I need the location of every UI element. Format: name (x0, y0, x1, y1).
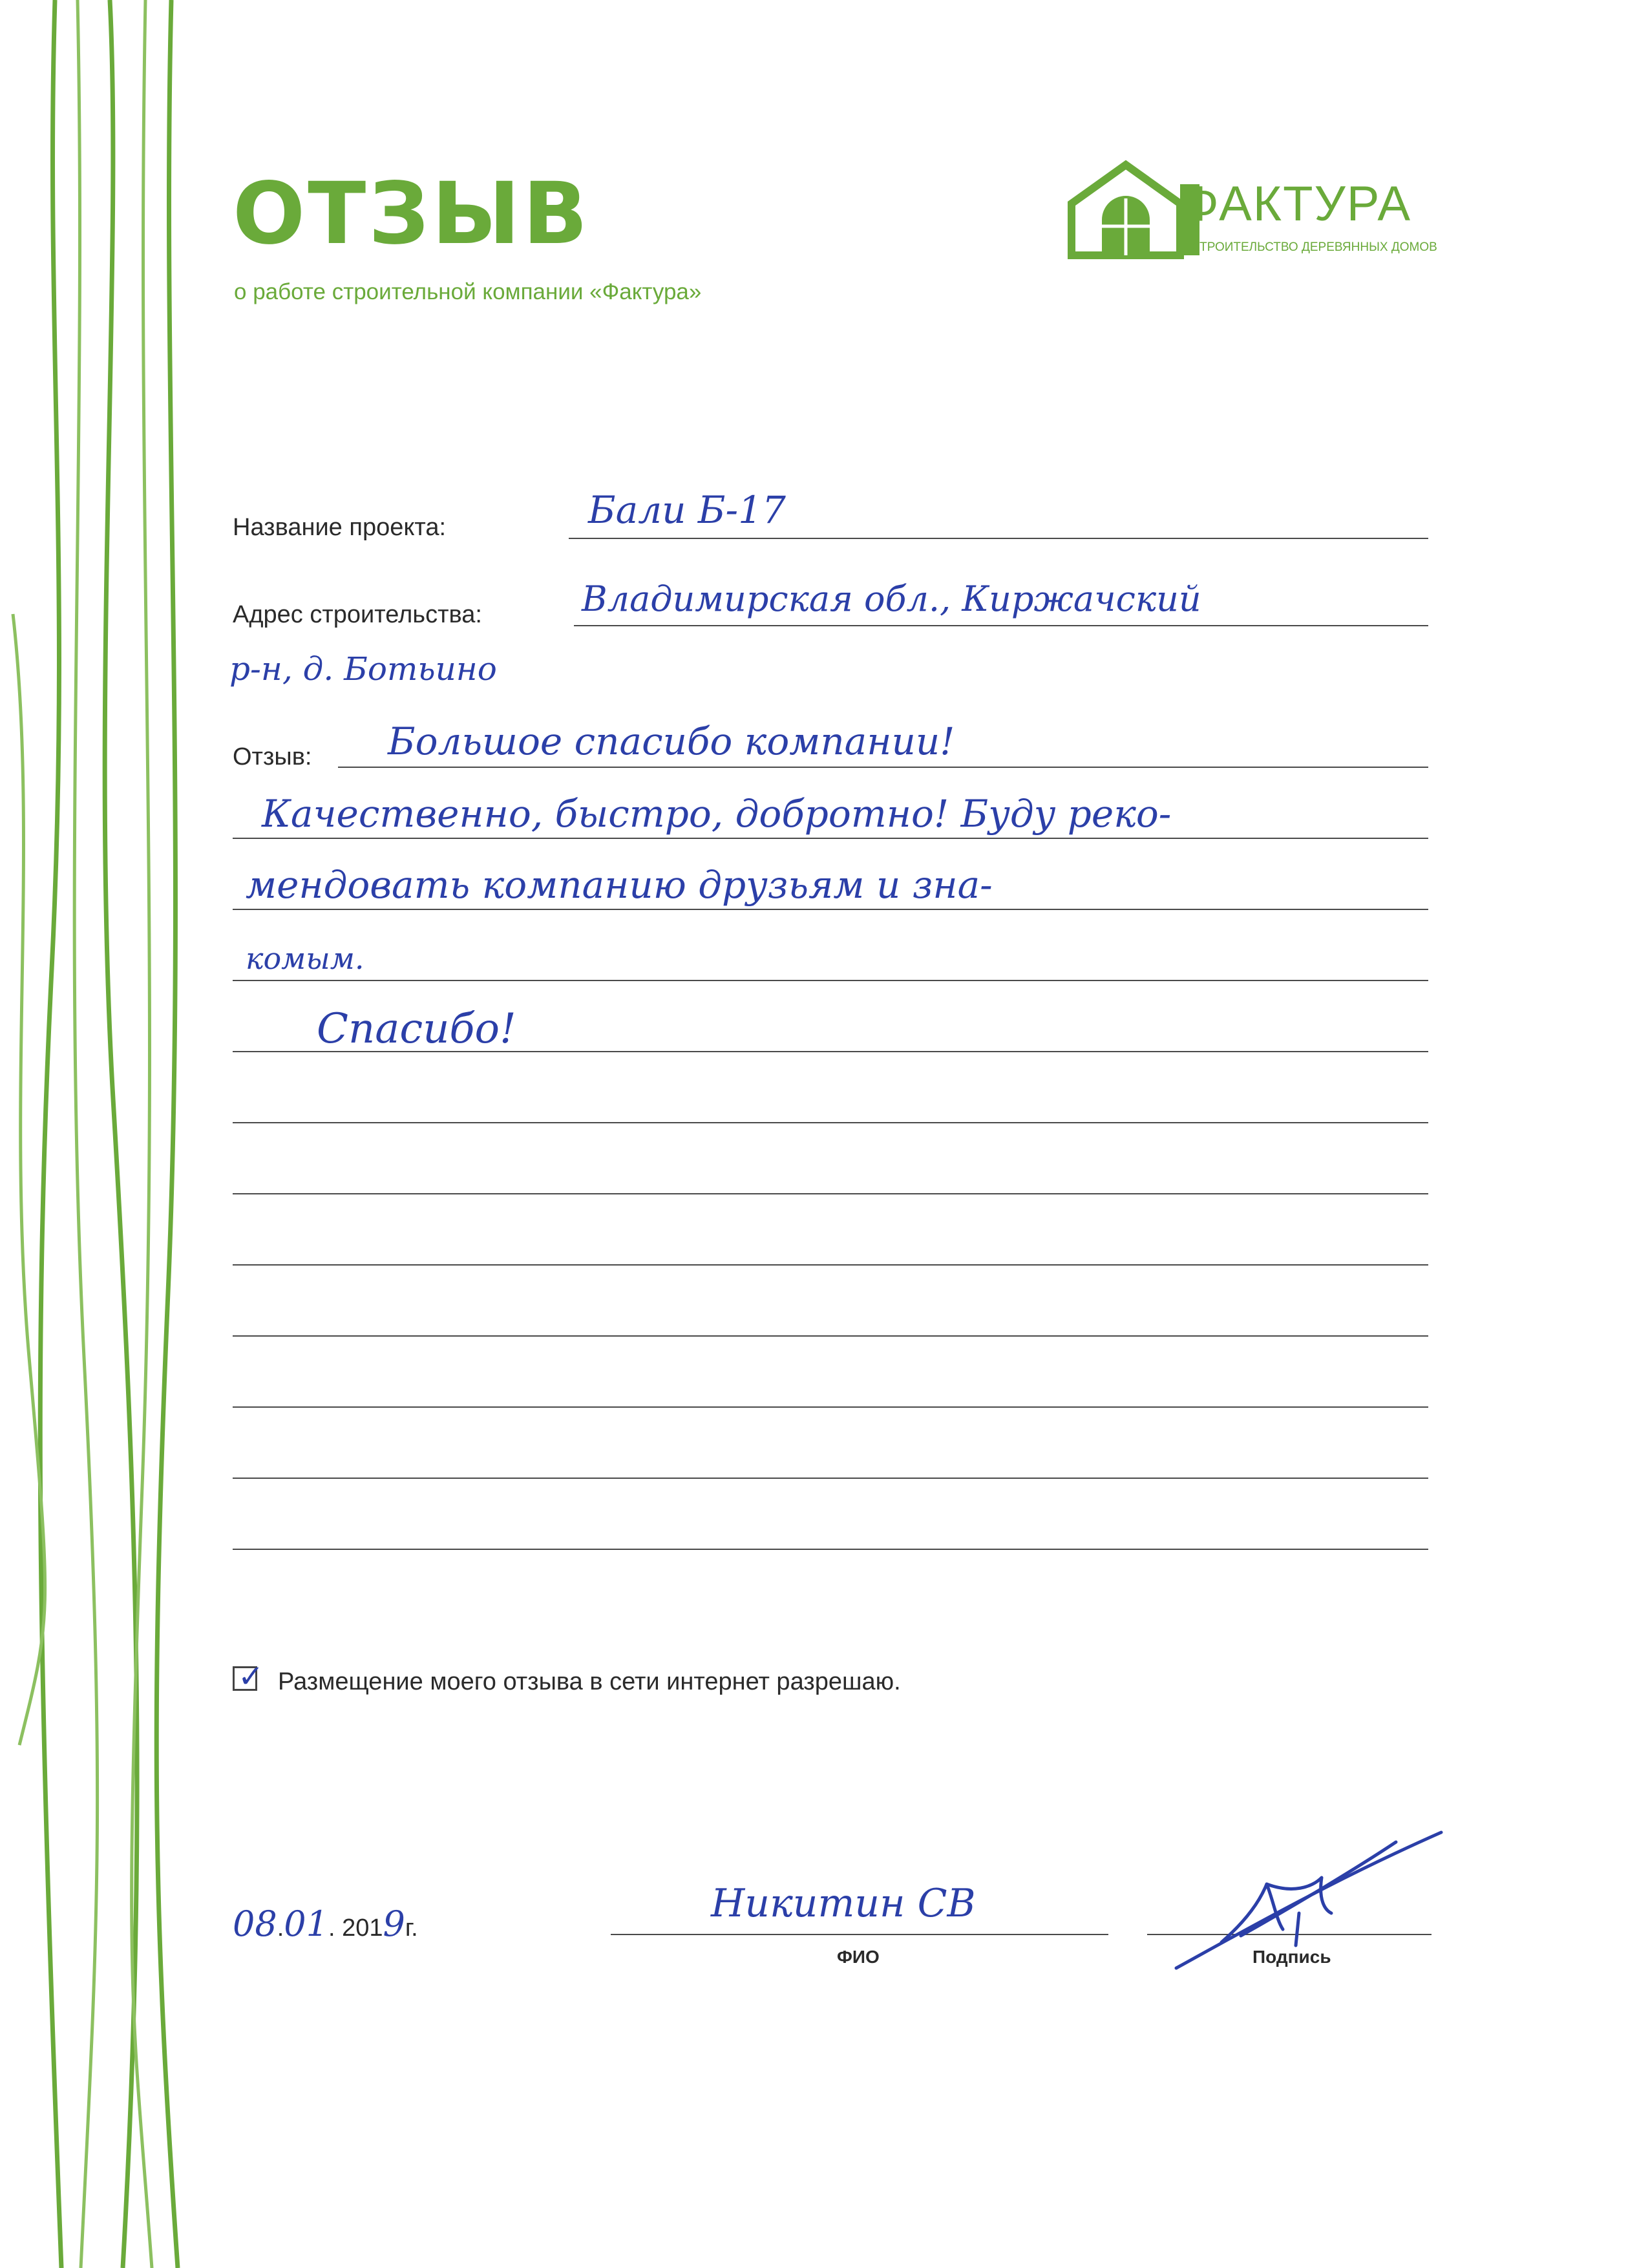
review-line-8 (233, 1264, 1428, 1266)
project-underline (569, 538, 1428, 539)
date-year-prefix: 201 (342, 1914, 383, 1942)
review-line-11 (233, 1478, 1428, 1479)
logo-tagline: СТРОИТЕЛЬСТВО ДЕРЕВЯННЫХ ДОМОВ (1191, 240, 1437, 254)
review-text-line-3: мендовать компанию друзьям и зна- (246, 863, 993, 907)
date-separator-2: . (328, 1914, 343, 1942)
signature-caption: Подпись (1252, 1947, 1331, 1967)
review-line-12 (233, 1549, 1428, 1550)
review-line-7 (233, 1193, 1428, 1194)
review-line-1 (338, 767, 1428, 768)
fio-underline (611, 1934, 1108, 1935)
review-line-10 (233, 1406, 1428, 1408)
date-field (233, 1903, 418, 1944)
project-value: Бали Б-17 (588, 488, 786, 532)
address-label: Адрес строительства: (233, 601, 482, 628)
date-separator-1: . (277, 1914, 284, 1942)
review-label: Отзыв: (233, 743, 312, 770)
fio-caption: ФИО (837, 1947, 880, 1967)
review-line-3 (233, 909, 1428, 910)
review-line-4 (233, 980, 1428, 981)
date-suffix: г. (405, 1914, 418, 1942)
address-line-2: р-н, д. Ботьино (229, 650, 497, 688)
page-title: ОТЗЫВ (233, 164, 591, 264)
review-line-2 (233, 838, 1428, 839)
date-day: 08 (233, 1903, 277, 1944)
address-underline (574, 625, 1428, 626)
date-year-digit: 9 (383, 1903, 405, 1944)
consent-text: Размещение моего отзыва в сети интернет разрешаю. (278, 1668, 901, 1695)
review-text-line-4: комым. (246, 941, 364, 976)
fio-value: Никитин СВ (711, 1881, 976, 1926)
check-mark-icon: ✓ (238, 1659, 264, 1695)
page-subtitle: о работе строительной компании «Фактура» (234, 279, 702, 304)
project-label: Название проекта: (233, 514, 447, 541)
logo-brand-name: ФАКТУРА (1181, 176, 1412, 231)
review-text-line-2: Качественно, быстро, добротно! Буду реко- (262, 792, 1172, 836)
review-text-line-5: Спасибо! (317, 1005, 516, 1053)
review-line-9 (233, 1335, 1428, 1337)
address-line-1: Владимирская обл., Киржачский (582, 578, 1201, 619)
review-line-6 (233, 1122, 1428, 1123)
decorative-green-stripes (0, 0, 213, 2268)
date-month: 01 (284, 1903, 328, 1944)
review-text-line-1: Большое спасибо компании! (388, 719, 955, 763)
